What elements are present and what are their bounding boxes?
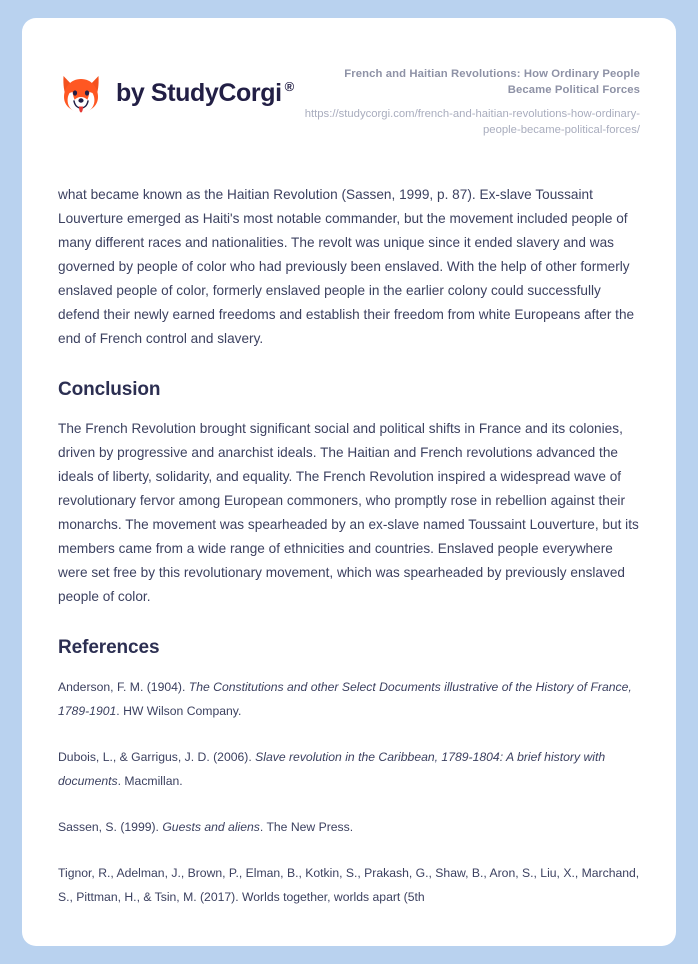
reference-prefix: Sassen, S. (1999). [58, 819, 163, 834]
brand-wordmark [116, 79, 294, 108]
brand-logo[interactable] [58, 64, 294, 116]
reference-item [58, 745, 640, 793]
brand-name: by StudyCorgi [116, 78, 282, 107]
reference-prefix: Anderson, F. M. (1904). [58, 679, 189, 694]
document-header [22, 18, 676, 139]
reference-prefix: Tignor, R., Adelman, J., Brown, P., Elman, B., Kotkin, S., Prakash, G., Shaw, B., Aron, S., Liu, X., Marchand, S., Pittman, H., & Tsin, M. (2017). Worlds together, worlds apart (5th [58, 865, 640, 904]
source-url[interactable]: https://studycorgi.com/french-and-haitian-revolutions-how-ordinary-people-became-political-forces/ [304, 107, 640, 137]
reference-suffix: . Macmillan. [117, 773, 183, 788]
reference-item [58, 861, 640, 909]
document-title: French and Haitian Revolutions: How Ordinary People Became Political Forces [344, 68, 640, 97]
document-body [22, 139, 676, 909]
reference-suffix: . The New Press. [259, 819, 354, 834]
references-list [58, 675, 640, 909]
reference-prefix: Dubois, L., & Garrigus, J. D. (2006). [58, 749, 256, 764]
reference-title: The Constitutions and other Select Documents illustrative of the History of France, 1789-1901 [58, 679, 632, 718]
corgi-mascot-icon [58, 70, 104, 116]
document-paper [22, 18, 676, 946]
registered-trademark-icon: ® [284, 79, 294, 95]
reference-title: Guests and aliens [162, 819, 260, 834]
continued-paragraph: what became known as the Haitian Revolution (Sassen, 1999, p. 87). Ex-slave Toussaint Louverture emerged as Haiti's most notable commander, but the movement included people of many different races and nationalities. The revolt was unique since it ended slavery and was governed by people of color who had previously been enslaved. With the help of other formerly enslaved people of color, formerly enslaved people in the earlier colony could successfully defend their newly earned freedoms and establish their freedom from white Europeans after the end of French control and slavery. [58, 186, 635, 346]
reference-suffix: . HW Wilson Company. [116, 703, 242, 718]
reference-title: Slave revolution in the Caribbean, 1789-1804: A brief history with documents [58, 749, 606, 788]
header-meta [300, 64, 640, 139]
reference-item [58, 815, 640, 839]
conclusion-heading: Conclusion [58, 378, 161, 400]
reference-item [58, 675, 640, 723]
conclusion-paragraph: The French Revolution brought significant social and political shifts in France and its colonies, driven by progressive and anarchist ideals. The Haitian and French revolutions advanced the ideals of liberty, solidarity, and equality. The French Revolution inspired a widespread wave of revolutionary fervor among European commoners, who promptly rose in rebellion against their monarchs. The movement was spearheaded by an ex-slave named Toussaint Louverture, but its members came from a wide range of ethnicities and countries. Enslaved people everywhere were set free by this revolutionary movement, which was spearheaded by previously enslaved people of color. [58, 420, 639, 604]
references-heading: References [58, 636, 160, 658]
